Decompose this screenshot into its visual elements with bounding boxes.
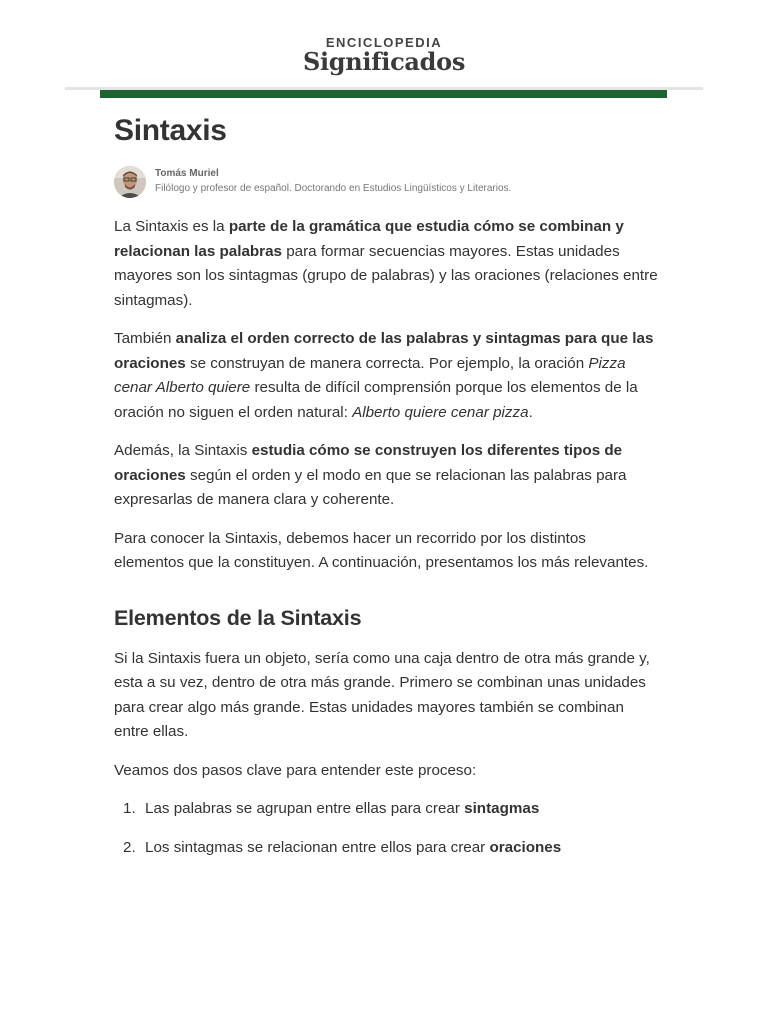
paragraph-2: También analiza el orden correcto de las palabras y sintagmas para que las oraciones se construyan de manera correcta. Por ejemplo, la oración Pizza cenar Alberto quiere resulta de difícil comprensión porque los elementos de la oración no siguen el orden natural: Alberto quiere cenar pizza. [114, 330, 654, 421]
author-name[interactable]: Tomás Muriel [155, 168, 219, 179]
steps-list [114, 797, 659, 860]
paragraph-3: Además, la Sintaxis estudia cómo se construyen los diferentes tipos de oraciones según el orden y el modo en que se relacionan las palabras para expresarlas de manera clara y coherente. [114, 442, 627, 508]
author-avatar[interactable] [114, 166, 146, 198]
page-title: Sintaxis [114, 114, 227, 147]
paragraph-5: Si la Sintaxis fuera un objeto, sería como una caja dentro de otra más grande y, esta a su vez, dentro de otra más grande. Primero se combinan unas unidades para crear algo más grande. Estas unidades mayores también se combinan entre ellas. [114, 649, 650, 740]
site-header [0, 0, 768, 90]
logo-tagline[interactable]: ENCICLOPEDIA [325, 35, 443, 50]
paragraph-6: Veamos dos pasos clave para entender este proceso: [114, 761, 477, 779]
paragraph-1: La Sintaxis es la parte de la gramática que estudia cómo se combinan y relacionan las palabras para formar secuencias mayores. Estas unidades mayores son los sintagmas (grupo de palabras) y las oraciones (relaciones entre sintagmas). [114, 218, 658, 309]
list-item: 2. Los sintagmas se relacionan entre ellos para crear oraciones [123, 838, 562, 856]
accent-bar [100, 90, 667, 98]
article [114, 110, 659, 860]
author-box [114, 164, 659, 204]
section-heading: Elementos de la Sintaxis [114, 605, 362, 630]
site-logo[interactable]: Significados [302, 47, 466, 76]
author-bio: Filólogo y profesor de español. Doctorando en Estudios Lingüísticos y Literarios. [155, 183, 512, 194]
paragraph-4: Para conocer la Sintaxis, debemos hacer un recorrido por los distintos elementos que la constituyen. A continuación, presentamos los más relevantes. [114, 529, 649, 571]
list-item: 1. Las palabras se agrupan entre ellas para crear sintagmas [123, 800, 540, 817]
